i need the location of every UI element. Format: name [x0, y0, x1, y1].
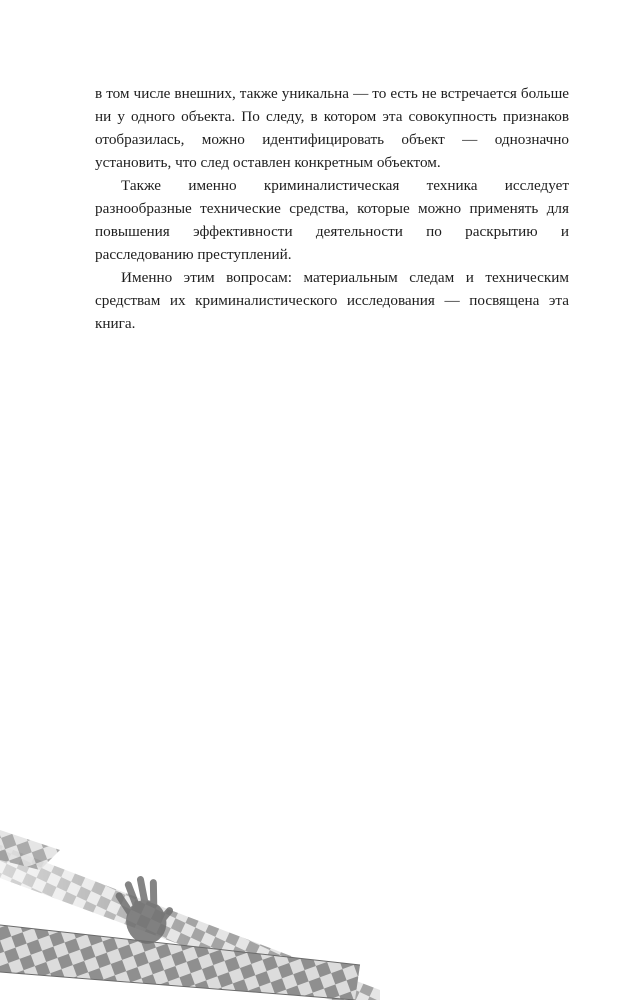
checkered-tape-icon	[0, 800, 380, 1000]
paragraph-1: в том числе внешних, также уникальна — то есть не встречается больше ни у одного объекта. По следу, в котором эта совокупность признаков отобразилась, можно идентифицировать объект — однозначно установить, что след оставлен конкретным объектом.	[95, 85, 569, 171]
paragraph-2: Также именно криминалистическая техника исследует разнообразные технические средства, которые можно применять для повышения эффективности деятельности по раскрытию и расследованию преступлений.	[95, 177, 569, 263]
body-text	[95, 82, 569, 335]
crime-scene-tape-decoration	[0, 800, 380, 1000]
paragraph-3: Именно этим вопросам: материальным следам и техническим средствам их криминалистического исследования — посвящена эта книга.	[95, 269, 569, 332]
